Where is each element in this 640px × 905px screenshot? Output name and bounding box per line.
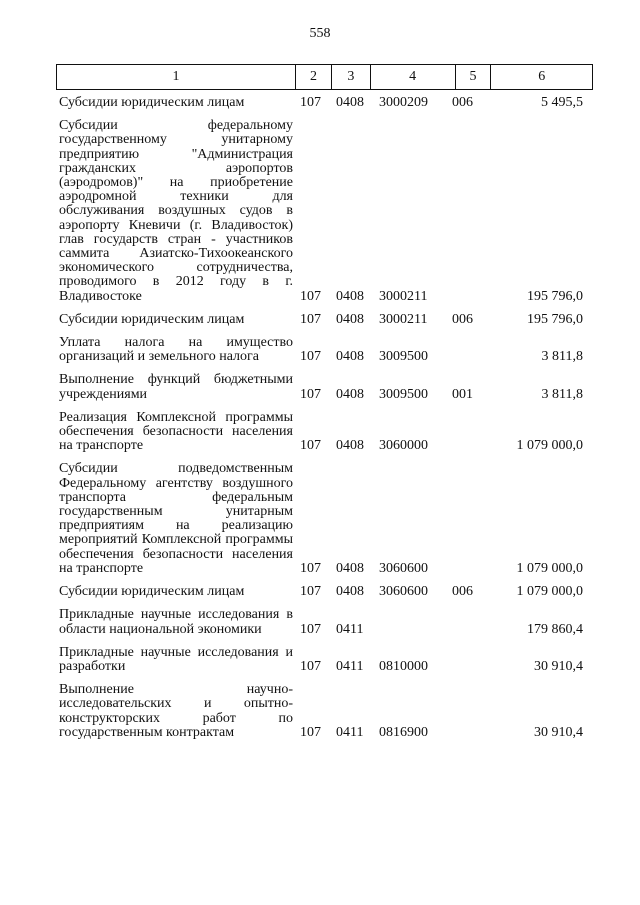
row-col-3: 0408 xyxy=(336,584,364,600)
row-col-5: 006 xyxy=(452,584,473,600)
row-name: Субсидии юридическим лицам xyxy=(59,95,245,110)
row-col-6: 1 079 000,0 xyxy=(516,438,583,454)
row-col-6: 1 079 000,0 xyxy=(516,560,583,576)
row-col-6: 5 495,5 xyxy=(541,95,583,110)
row-col-2: 107 xyxy=(300,584,321,600)
row-col-5: 001 xyxy=(452,386,473,402)
header-col-6: 6 xyxy=(538,69,546,84)
row-col-2: 107 xyxy=(300,560,321,576)
row-col-4: 3000209 xyxy=(379,95,428,110)
row-name: Уплата налога на имущество организаций и земельного налога xyxy=(59,335,293,365)
row-col-3: 0411 xyxy=(336,621,364,637)
row-name: Выполнение функций бюджетными учреждениями xyxy=(59,372,293,402)
table-header xyxy=(56,64,593,90)
row-col-6: 30 910,4 xyxy=(534,658,583,674)
table-row xyxy=(59,608,589,636)
row-col-2: 107 xyxy=(300,658,321,674)
row-col-6: 3 811,8 xyxy=(541,349,583,365)
row-col-4: 3000211 xyxy=(379,311,428,327)
row-col-6: 179 860,4 xyxy=(527,621,583,637)
table-row xyxy=(59,96,589,110)
row-col-3: 0411 xyxy=(336,658,364,674)
table-body xyxy=(59,96,589,740)
row-col-4: 3009500 xyxy=(379,349,428,365)
row-col-2: 107 xyxy=(300,288,321,304)
row-col-3: 0408 xyxy=(336,386,364,402)
row-col-2: 107 xyxy=(300,438,321,454)
row-col-2: 107 xyxy=(300,621,321,637)
header-col-1: 1 xyxy=(57,65,296,89)
row-col-4: 0810000 xyxy=(379,658,428,674)
table-row xyxy=(59,462,589,576)
header-col-3: 3 xyxy=(332,65,371,89)
row-col-5: 006 xyxy=(452,311,473,327)
row-col-4: 0816900 xyxy=(379,724,428,740)
row-col-2: 107 xyxy=(300,95,321,110)
row-col-4: 3060600 xyxy=(379,560,428,576)
row-name: Субсидии подведомственным Федеральному агентству воздушного транспорта федеральным государственным унитарным предприятиям на реализацию мероприятий Комплексной программы обеспечения безопасности населения на транспорте xyxy=(59,461,293,576)
row-name: Субсидии федеральному государственному унитарному предприятию "Администрация гражданских аэропортов (аэродромов)" на приобретение аэродромной техники для обслуживания воздушных судов в аэропорту Кневичи (г. Владивосток) глав государств стран - участников саммита Азиатско-Тихоокеанского экономического сотрудничества, проводимого в 2012 году в г. Владивостоке xyxy=(59,118,293,304)
row-col-4: 3009500 xyxy=(379,386,428,402)
row-name: Прикладные научные исследования и разработки xyxy=(59,644,293,674)
page-number: 558 xyxy=(309,26,331,41)
row-col-6: 30 910,4 xyxy=(534,724,583,740)
table-row xyxy=(59,373,589,401)
row-name: Прикладные научные исследования в области национальной экономики xyxy=(59,607,293,637)
header-col-5: 5 xyxy=(456,65,492,89)
table-row xyxy=(59,585,589,599)
table-row xyxy=(59,313,589,327)
row-name: Субсидии юридическим лицам xyxy=(59,584,245,600)
table-row xyxy=(59,646,589,674)
row-col-2: 107 xyxy=(300,386,321,402)
row-col-3: 0408 xyxy=(336,288,364,304)
row-col-6: 1 079 000,0 xyxy=(516,584,583,600)
row-col-6: 195 796,0 xyxy=(527,288,583,304)
row-col-4: 3060000 xyxy=(379,438,428,454)
header-col-2: 2 xyxy=(296,65,332,89)
table-row xyxy=(59,683,589,740)
row-col-4: 3060600 xyxy=(379,584,428,600)
table-row xyxy=(59,411,589,454)
row-col-6: 195 796,0 xyxy=(527,311,583,327)
table-row xyxy=(59,336,589,364)
row-name: Выполнение научно-исследовательских и опытно-конструкторских работ по государственным контрактам xyxy=(59,682,293,740)
header-col-4: 4 xyxy=(371,65,456,89)
row-col-2: 107 xyxy=(300,349,321,365)
row-col-3: 0411 xyxy=(336,724,364,740)
row-col-4: 3000211 xyxy=(379,288,428,304)
row-col-3: 0408 xyxy=(336,95,364,110)
row-col-3: 0408 xyxy=(336,311,364,327)
row-col-3: 0408 xyxy=(336,560,364,576)
row-col-5: 006 xyxy=(452,95,473,110)
row-col-2: 107 xyxy=(300,311,321,327)
row-col-3: 0408 xyxy=(336,438,364,454)
row-name: Субсидии юридическим лицам xyxy=(59,311,245,327)
row-col-3: 0408 xyxy=(336,349,364,365)
row-col-2: 107 xyxy=(300,724,321,740)
table-row xyxy=(59,119,589,304)
row-name: Реализация Комплексной программы обеспечения безопасности населения на транспорте xyxy=(59,409,293,454)
row-col-6: 3 811,8 xyxy=(541,386,583,402)
